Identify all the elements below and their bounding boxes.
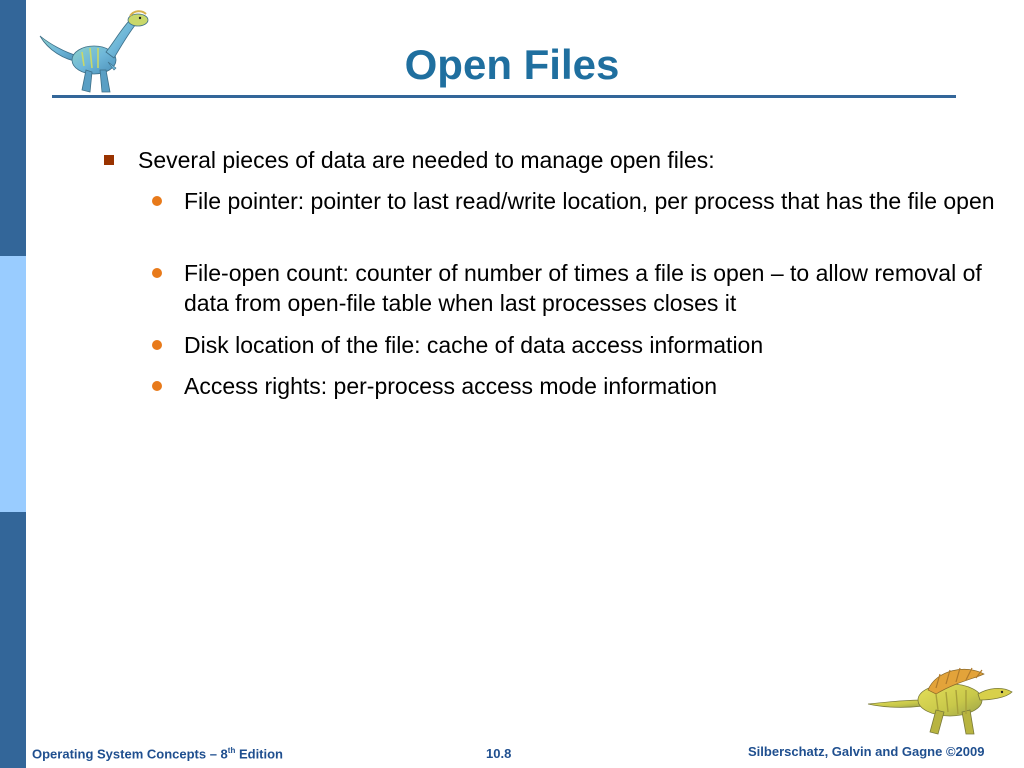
footer-page-number: 10.8 — [486, 746, 512, 761]
sub-bullet-file-pointer: File pointer: pointer to last read/write location, per process that has the file open — [184, 188, 995, 214]
footer-book-title — [32, 746, 283, 761]
sidebar-segment-middle — [0, 256, 26, 512]
round-bullet-icon — [152, 196, 162, 206]
dinosaur-icon — [866, 660, 1016, 740]
footer-book-title-suffix: Edition — [235, 746, 284, 762]
round-bullet-icon — [152, 340, 162, 350]
left-sidebar-stripe — [0, 0, 26, 768]
footer-book-title-sup: th — [227, 746, 236, 755]
title-underline — [52, 95, 956, 98]
dinosaur-icon — [36, 6, 156, 98]
sub-bullet-disk-location: Disk location of the file: cache of data access information — [184, 332, 764, 358]
round-bullet-icon — [152, 268, 162, 278]
sidebar-segment-bottom — [0, 512, 26, 768]
sub-bullet-access-rights: Access rights: per-process access mode information — [184, 373, 718, 399]
sidebar-segment-top — [0, 0, 26, 256]
main-bullet-text: Several pieces of data are needed to manage open files: — [138, 147, 715, 173]
round-bullet-icon — [152, 381, 162, 391]
footer-book-title-prefix: Operating System Concepts – 8 — [32, 746, 228, 762]
footer-copyright: Silberschatz, Galvin and Gagne ©2009 — [748, 744, 985, 759]
sub-bullet-file-open-count: File-open count: counter of number of times a file is open – to allow removal of data from open-file table when last processes closes it — [184, 260, 982, 316]
square-bullet-icon — [104, 155, 114, 165]
slide-title: Open Files — [404, 41, 620, 88]
